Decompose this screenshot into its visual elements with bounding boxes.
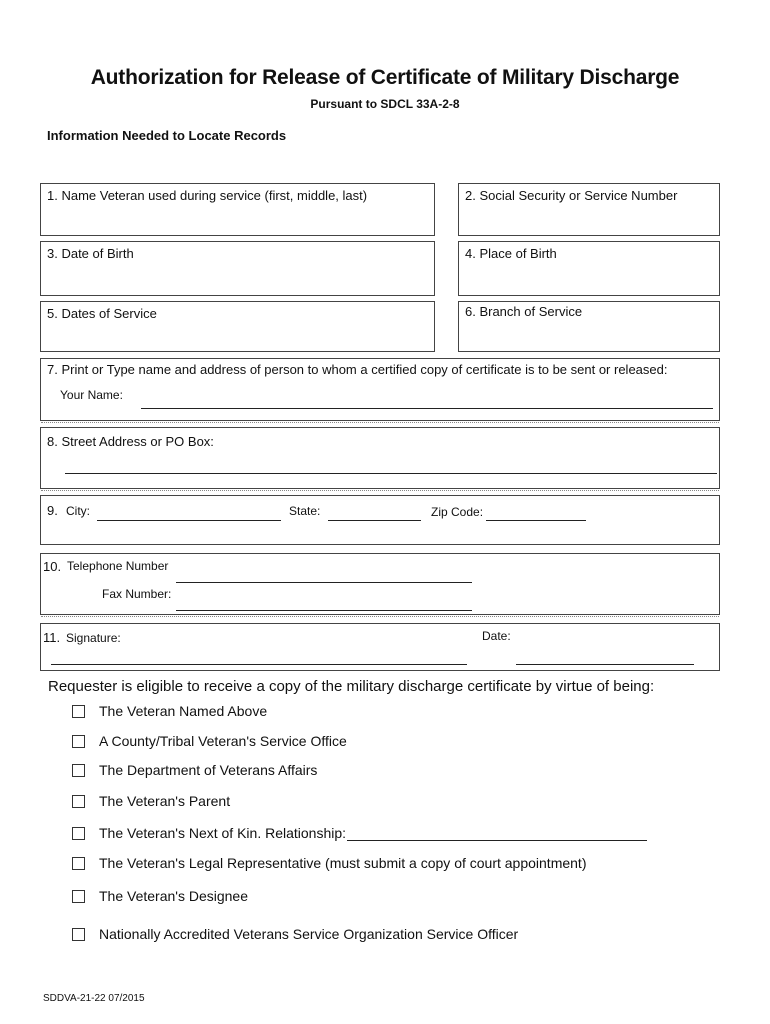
form-id: SDDVA-21-22 07/2015 bbox=[43, 993, 145, 1004]
option-label: The Veteran's Legal Representative (must submit a copy of court appointment) bbox=[99, 855, 587, 871]
signature-number: 11. bbox=[43, 630, 61, 645]
option-veteran[interactable] bbox=[72, 702, 267, 720]
checkbox[interactable] bbox=[72, 857, 85, 870]
zip-input[interactable] bbox=[486, 520, 586, 521]
telephone-input[interactable] bbox=[176, 582, 472, 583]
city-input[interactable] bbox=[97, 520, 281, 521]
city-state-zip-section bbox=[40, 495, 720, 545]
option-designee[interactable] bbox=[72, 887, 248, 905]
zip-label: Zip Code: bbox=[431, 505, 484, 519]
dates-of-service-field[interactable] bbox=[40, 301, 435, 352]
state-input[interactable] bbox=[328, 520, 421, 521]
dates-of-service-label: 5. Dates of Service bbox=[47, 306, 157, 321]
dob-label: 3. Date of Birth bbox=[47, 246, 134, 261]
checkbox[interactable] bbox=[72, 890, 85, 903]
veteran-name-label: 1. Name Veteran used during service (first, middle, last) bbox=[47, 188, 368, 203]
branch-of-service-label: 6. Branch of Service bbox=[465, 304, 583, 319]
form-title: Authorization for Release of Certificate of Military Discharge bbox=[90, 66, 680, 89]
option-label: The Veteran's Designee bbox=[99, 888, 248, 904]
recipient-section bbox=[40, 358, 720, 421]
fax-label: Fax Number: bbox=[102, 587, 172, 601]
form-subtitle: Pursuant to SDCL 33A-2-8 bbox=[310, 97, 460, 111]
divider bbox=[41, 616, 719, 617]
veteran-name-field[interactable] bbox=[40, 183, 435, 236]
checkbox[interactable] bbox=[72, 735, 85, 748]
date-input[interactable] bbox=[516, 664, 694, 665]
ssn-field[interactable] bbox=[458, 183, 720, 236]
dob-field[interactable] bbox=[40, 241, 435, 296]
ssn-label: 2. Social Security or Service Number bbox=[465, 188, 678, 203]
relationship-input[interactable] bbox=[347, 826, 647, 841]
signature-label: Signature: bbox=[66, 631, 121, 645]
street-address-section bbox=[40, 427, 720, 489]
date-label: Date: bbox=[482, 629, 511, 643]
divider bbox=[41, 422, 719, 423]
checkbox[interactable] bbox=[72, 928, 85, 941]
state-label: State: bbox=[289, 504, 321, 518]
recipient-heading: 7. Print or Type name and address of person to whom a certified copy of certificate is to be sent or released: bbox=[47, 362, 668, 377]
place-of-birth-field[interactable] bbox=[458, 241, 720, 296]
signature-input[interactable] bbox=[51, 664, 467, 665]
city-label: City: bbox=[66, 504, 90, 518]
option-label: Nationally Accredited Veterans Service Organization Service Officer bbox=[99, 926, 519, 942]
checkbox[interactable] bbox=[72, 795, 85, 808]
checkbox[interactable] bbox=[72, 705, 85, 718]
place-of-birth-label: 4. Place of Birth bbox=[465, 246, 557, 261]
option-parent[interactable] bbox=[72, 792, 230, 810]
option-label: The Veteran Named Above bbox=[99, 703, 268, 719]
divider bbox=[41, 490, 719, 491]
option-label: A County/Tribal Veteran's Service Office bbox=[99, 733, 347, 749]
checkbox[interactable] bbox=[72, 827, 85, 840]
your-name-label: Your Name: bbox=[60, 388, 123, 402]
fax-input[interactable] bbox=[176, 610, 472, 611]
option-legal-representative[interactable] bbox=[72, 854, 586, 872]
option-next-of-kin[interactable] bbox=[72, 824, 647, 842]
street-address-label: 8. Street Address or PO Box: bbox=[47, 434, 214, 449]
phone-fax-section bbox=[40, 553, 720, 615]
telephone-label: Telephone Number bbox=[67, 559, 169, 573]
section-heading: Information Needed to Locate Records bbox=[47, 128, 287, 143]
checkbox[interactable] bbox=[72, 764, 85, 777]
city-number: 9. bbox=[47, 503, 58, 518]
telephone-number-prefix: 10. bbox=[43, 559, 62, 574]
signature-section bbox=[40, 623, 720, 671]
option-label: The Veteran's Parent bbox=[99, 793, 231, 809]
option-dept-veterans-affairs[interactable] bbox=[72, 761, 317, 779]
option-label: The Veteran's Next of Kin. Relationship: bbox=[99, 825, 347, 841]
eligibility-heading: Requester is eligible to receive a copy of the military discharge certificate by virtue of being: bbox=[48, 678, 655, 695]
option-vso-officer[interactable] bbox=[72, 925, 518, 943]
street-address-input[interactable] bbox=[65, 473, 717, 474]
your-name-input[interactable] bbox=[141, 408, 713, 409]
option-label: The Department of Veterans Affairs bbox=[99, 762, 318, 778]
branch-of-service-field[interactable] bbox=[458, 301, 720, 352]
option-county-tribal-office[interactable] bbox=[72, 732, 347, 750]
